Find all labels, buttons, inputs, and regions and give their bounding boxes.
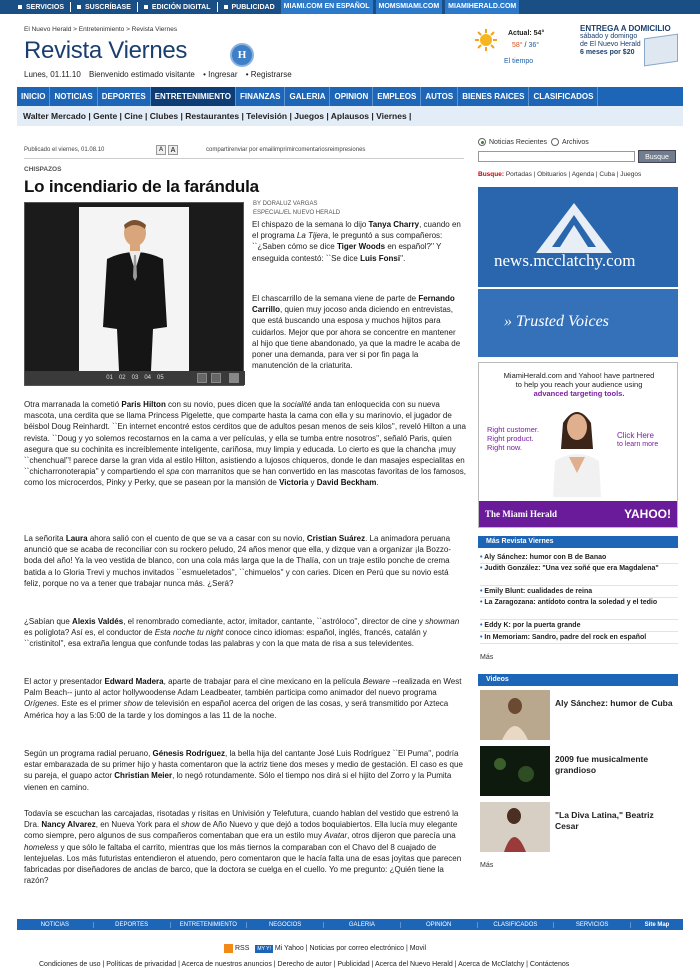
gallery-last-button[interactable] bbox=[211, 373, 221, 383]
search-shortcut-links[interactable]: Portadas | Obituarios | Agenda | Cuba | Juegos bbox=[505, 171, 642, 178]
footer-navigation bbox=[17, 919, 683, 930]
register-link[interactable]: Registrarse bbox=[250, 70, 292, 79]
news-mcclatchy-text: news.mcclatchy.com bbox=[494, 251, 636, 270]
list-item[interactable]: • In Memoriam: Sandro, padre del rock en español bbox=[480, 632, 678, 644]
topbar-suscribase-link[interactable] bbox=[77, 4, 131, 11]
home-delivery-promo[interactable] bbox=[580, 24, 680, 68]
ad-line: MiamiHerald.com and Yahoo! have partnered bbox=[503, 371, 655, 380]
yahoo-partnership-ad[interactable] bbox=[478, 362, 678, 528]
nav-noticias[interactable]: NOTICIAS bbox=[50, 87, 97, 106]
ad-line: advanced targeting tools. bbox=[533, 389, 625, 398]
mcclatchy-logo-icon bbox=[536, 203, 612, 253]
nav-finanzas[interactable]: FINANZAS bbox=[236, 87, 285, 106]
radio-archive-label: Archivos bbox=[561, 138, 589, 146]
article-paragraph: Según un programa radial peruano, Génesis Rodríguez, la bella hija del cantante José Luis Rodríguez ``El Puma'', podría estar embarazada de su primer hijo y hasta comentaron que la actriz tiene dos meses y medio de gestación. El caso es que su pareja, el guapo actor Christian Meier, lo negó rotundamente. Sólo el tiempo nos dirá si el hijito del Zorro y la Pumita vienen en camino. bbox=[24, 749, 463, 792]
weather-current-temp: Actual: 54° bbox=[508, 30, 545, 37]
ad-line: Click Here bbox=[617, 431, 654, 440]
article-paragraph: La señorita Laura ahora salió con el cuento de que se va a casar con su novio, Cristian Suárez. La animadora peruana anunció que se acaba de reconciliar con su rockero peludo, 24 años menor que ella, y dizque van a organizar ¡la Bozzo-boda del año! Ya la veo vestida de blanco, con una cola más larga que la de Thalía, con un traje estilo ponche de crema batida a lo Gloria Trevi y muchos invitados ``esmueletados'', ``chimuelos'' y con caries. Dicen en Perú que su novio está feliz, porque no va a tener que trabajar nunca más. ¿Será? bbox=[24, 534, 451, 588]
video-item[interactable] bbox=[480, 690, 678, 742]
topbar-servicios-link[interactable] bbox=[18, 4, 64, 11]
yahoo-ad-tagline bbox=[487, 425, 539, 452]
gallery-page-3[interactable]: 03 bbox=[131, 375, 139, 381]
bullet-icon bbox=[18, 5, 22, 9]
search-button[interactable]: Busque bbox=[638, 150, 676, 163]
nav-empleos[interactable]: EMPLEOS bbox=[373, 87, 421, 106]
gallery-fullscreen-icon[interactable] bbox=[229, 373, 239, 383]
footer-links[interactable]: Condiciones de uso | Políticas de privacidad | Acerca de nuestros anuncios | Derecho de autor | Publicidad | Acerca del Nuevo Herald | Acerca de McClatchy | Contáctenos bbox=[39, 961, 570, 968]
weather-high-low bbox=[512, 42, 539, 49]
my-yahoo-icon[interactable]: MY Y! bbox=[257, 945, 271, 952]
nav-clasificados[interactable]: CLASIFICADOS bbox=[529, 87, 598, 106]
print-link[interactable]: imprimir bbox=[273, 147, 296, 153]
promo-line: 6 meses por $20 bbox=[580, 49, 635, 56]
nav-inicio[interactable]: INICIO bbox=[17, 87, 50, 106]
video-item[interactable] bbox=[480, 802, 678, 854]
nav-autos[interactable]: AUTOS bbox=[421, 87, 458, 106]
ad-line: Right product. bbox=[487, 434, 534, 443]
weather-separator: / bbox=[522, 42, 529, 49]
nav-galeria[interactable]: GALERIA bbox=[285, 87, 330, 106]
main-navigation bbox=[17, 87, 683, 106]
more-link[interactable]: Más bbox=[480, 654, 494, 661]
current-date: Lunes, 01.11.10 bbox=[24, 70, 81, 79]
ad-line: Right now. bbox=[487, 443, 523, 452]
video-title: "La Diva Latina," Beatriz Cesar bbox=[555, 810, 654, 831]
ad-line: to help you reach your audience using bbox=[515, 380, 643, 389]
mcclatchy-news-ad[interactable] bbox=[478, 187, 678, 287]
topbar-miamiherald-link[interactable]: MIAMIHERALD.COM bbox=[445, 0, 519, 14]
topbar-miami-espanol-link[interactable]: MIAMI.COM EN ESPAÑOL bbox=[281, 0, 373, 14]
dateline: Lunes, 01.11.10 Bienvenido estimado visitante • Ingresar • Registrarse bbox=[24, 70, 292, 79]
sub-navigation[interactable] bbox=[17, 106, 683, 126]
article-headline: Lo incendiario de la farándula bbox=[24, 177, 259, 196]
herald-logo-icon: H bbox=[230, 43, 254, 67]
footer-nav-entretenimiento[interactable]: ENTRETENIMIENTO bbox=[171, 922, 248, 928]
search-input[interactable] bbox=[478, 151, 635, 162]
gallery-page-1[interactable]: 01 bbox=[106, 375, 113, 381]
list-item[interactable]: • Judith González: "Una vez soñé que era Magdalena" bbox=[480, 564, 678, 586]
topbar-label: SUSCRÍBASE bbox=[85, 3, 131, 11]
ad-line: to learn more bbox=[617, 441, 659, 448]
author: BY DORALUZ VARGAS bbox=[253, 201, 318, 207]
divider bbox=[217, 2, 218, 12]
sun-icon bbox=[474, 28, 498, 52]
article-paragraph: El actor y presentador Edward Madera, aparte de trabajar para el cine mexicano en la película Beware --realizada en West Palm Beach-- junto al actor hollywoodense Adam Leadbeater, también participa como animador del nuevo programa Orígenes. Este es el primer show de televisión en español acerca del origen de las cosas, y será transmitido por Azteca América hoy a las 5:00 de la tarde y los domingos a las 11 de la noche. bbox=[24, 677, 462, 720]
font-smaller-button[interactable]: A bbox=[156, 145, 166, 155]
gallery-page-2[interactable]: 02 bbox=[118, 375, 126, 381]
welcome-text: Bienvenido estimado visitante bbox=[89, 70, 195, 79]
miami-herald-logo: The Miami Herald bbox=[485, 509, 557, 519]
top-utility-bar bbox=[0, 0, 700, 14]
footer-nav-opinion[interactable]: OPINION bbox=[401, 922, 478, 928]
bullet-icon bbox=[224, 5, 228, 9]
rss-icon[interactable] bbox=[224, 944, 233, 953]
gallery-next-button[interactable] bbox=[197, 373, 207, 383]
comments-link[interactable]: comentarios bbox=[295, 147, 328, 153]
nav-opinion[interactable]: OPINION bbox=[330, 87, 373, 106]
video-thumbnail bbox=[480, 802, 550, 852]
footer-nav-sitemap[interactable]: Site Map bbox=[644, 921, 670, 928]
section-label: CHISPAZOS bbox=[24, 166, 62, 173]
weather-low: 36° bbox=[528, 42, 540, 49]
yahoo-logo: YAHOO! bbox=[624, 507, 671, 521]
weather-link[interactable]: El tiempo bbox=[504, 58, 534, 65]
nav-entretenimiento[interactable]: ENTRETENIMIENTO bbox=[151, 87, 236, 106]
topbar-label: PUBLICIDAD bbox=[231, 3, 275, 11]
topbar-label: EDICIÓN DIGITAL bbox=[151, 3, 211, 11]
list-item[interactable]: • Emily Blunt: cualidades de reina bbox=[480, 586, 678, 598]
rss-link[interactable]: RSS bbox=[235, 945, 250, 952]
search-shortcuts bbox=[478, 171, 641, 178]
list-item[interactable]: • Eddy K: por la puerta grande bbox=[480, 620, 678, 632]
businesswoman-photo bbox=[545, 401, 609, 497]
promo-title: ENTREGA A DOMICILIO bbox=[580, 24, 671, 33]
video-item[interactable] bbox=[480, 746, 678, 798]
article-paragraph: El chispazo de la semana lo dijo Tanya Charry, cuando en el programa La Tijera, le preguntó a sus compañeros: ``¿Saben cómo se dice Tiger Woods en español?'' Y enseguida contestó: ``Se dice Luis Fonsi''. bbox=[252, 220, 461, 263]
yahoo-ad-logo-strip bbox=[479, 501, 677, 527]
footer-services bbox=[224, 944, 426, 953]
article-paragraph: ¿Sabían que Alexis Valdés, el renombrado comediante, actor, imitador, cantante, ``astróloco'', director de cine y showman es políglota? Así es, el conductor de Esta noche tu night conoce cinco idiomas: español, inglés, francés, catalán y ``cristinitol'', esa extraña lengua que confunde todas las palabras y con la que mata de risa a sus televidentes. bbox=[24, 617, 460, 649]
video-title: 2009 fue musicalmente grandioso bbox=[555, 754, 649, 775]
topbar-edicion-link[interactable] bbox=[144, 4, 211, 11]
footer-nav-deportes[interactable]: DEPORTES bbox=[94, 922, 171, 928]
footer-nav-noticias[interactable]: NOTICIAS bbox=[17, 922, 94, 928]
ad-line: Right customer. bbox=[487, 425, 540, 434]
more-revista-list bbox=[480, 552, 678, 644]
weather-high: 58° bbox=[512, 42, 523, 49]
topbar-publicidad-link[interactable] bbox=[224, 4, 275, 11]
nav-deportes[interactable]: DEPORTES bbox=[98, 87, 151, 106]
reprints-link[interactable]: reimpresiones bbox=[327, 147, 366, 153]
video-title: Aly Sánchez: humor de Cuba bbox=[555, 698, 673, 708]
byline bbox=[253, 200, 340, 218]
font-larger-button[interactable]: A bbox=[168, 145, 178, 155]
gallery-page-4[interactable]: 04 bbox=[144, 375, 152, 381]
page-brand-title: Revista Viernes bbox=[24, 37, 188, 64]
promo-line: sábado y domingo bbox=[580, 33, 638, 40]
footer-nav-negocios[interactable]: NEGOCIOS bbox=[247, 922, 324, 928]
photo-gallery[interactable] bbox=[24, 202, 244, 386]
search-shortcuts-label: Busque: bbox=[478, 171, 504, 178]
published-date: Publicado el viernes, 01.08.10 bbox=[24, 147, 105, 153]
article-paragraph: Otra marranada la cometió Paris Hilton con su novio, pues dicen que la socialité anda tan enloquecida con su nueva mascota, una cerdita que se llama Princess Pigelette, que comparte hasta la cama con ella y su marinovio, el jugador de béisbol Doug Reinhardt. ``En internet encontré estos cerditos que de adultos pesan menos de seis kilos'', reveló Hilton a una revista. ``Doug y yo solemos recostarnos en la cama a ver películas, y ella se tumba entre nosotros'', señaló Paris, quien asegura que su cochinita es increíblemente inteligente, cariñosa, muy limpia y educada. Lo cierto es que la chancha ¡muy ``chenchual''! parece darse la gran vida al estilo Hilton, asistiendo a lujosos chiqueros, donde le dan masajes especialitas en ``chicharronoterapia'' y compartiendo el spa con marranitos que se han convertido en las mascotas favoritas de los famosos, como los microcerdos, Pinky y Perky, que se pasean por la mansión de Victoria y David Beckham. bbox=[24, 400, 466, 488]
videos-more-link[interactable]: Más bbox=[480, 862, 494, 869]
footer-nav-galeria[interactable]: GALERIA bbox=[324, 922, 401, 928]
more-revista-header: Más Revista Viernes bbox=[478, 536, 678, 548]
man-in-suit-photo bbox=[79, 207, 189, 371]
video-thumbnail bbox=[480, 690, 550, 740]
article-paragraph: Todavía se escuchan las carcajadas, risotadas y risitas en Univisión y Telefutura, cuando hablan del vestido que estrenó la Dra. Nancy Alvarez, en Nueva York para el show de Año Nuevo y que dejó a todos boquiabiertos. Ella lucía muy elegante como siempre, pero algunos de sus compañeros comentaban que era un estilo muy Avatar, otros dijeron que parecía una homeless y que sólo le faltaba el carrito, mientras que los más tiernos la comparaban con el Chavo del 8 cuajado de lentejuelas. Los más futuristas entendieron el atuendo, pero comentaron que le hacía falta una de esas joyitas que parecen fabricadas por diseñadores de anclas de barco, que la doctora se cuelga en el cuello. Yo me pregunto: ¿Quién tiene la razón? bbox=[24, 809, 462, 886]
divider bbox=[70, 2, 71, 12]
nav-bienes-raices[interactable]: BIENES RAICES bbox=[458, 87, 529, 106]
bullet-icon bbox=[144, 5, 148, 9]
newspaper-icon bbox=[644, 34, 678, 67]
article-paragraph: El chascarrillo de la semana viene de parte de Fernando Carrillo, quien muy jocoso anda diciendo en entrevistas, que está buscando una esposa y muchos hijitos para cuidarlos. Mejor que por ahora se concentre en mantener al hijo que tiene abandonado, ya que la madre le acaba de poner una demanda, para ver si por fin paga la manutención de la criaturita. bbox=[252, 294, 461, 371]
videos-header: Videos bbox=[478, 674, 678, 686]
radio-recent-news[interactable] bbox=[478, 138, 486, 146]
breadcrumb[interactable]: El Nuevo Herald > Entretenimiento > Revista Viernes bbox=[24, 26, 178, 33]
topbar-label: SERVICIOS bbox=[26, 3, 64, 11]
trusted-voices-ad[interactable] bbox=[478, 289, 678, 357]
radio-recent-label: Noticias Recientes bbox=[489, 138, 547, 146]
font-size-controls bbox=[156, 145, 180, 155]
radio-archive[interactable] bbox=[551, 138, 559, 146]
trusted-voices-text: » Trusted Voices bbox=[504, 313, 609, 330]
footer-service-links[interactable]: Mi Yahoo | Noticias por correo electrónico | Movil bbox=[274, 945, 427, 952]
yahoo-ad-headline bbox=[487, 371, 671, 398]
weather-widget bbox=[474, 26, 574, 70]
topbar-momsmiami-link[interactable]: MOMSMIAMI.COM bbox=[376, 0, 443, 14]
video-thumbnail bbox=[480, 746, 550, 796]
search-scope bbox=[478, 138, 589, 146]
gallery-page-5[interactable]: 05 bbox=[157, 375, 164, 381]
list-item[interactable]: • Aly Sánchez: humor con B de Banao bbox=[480, 552, 678, 564]
sub-nav-links[interactable]: Walter Mercado | Gente | Cine | Clubes | Restaurantes | Televisión | Juegos | Aplausos | Viernes | bbox=[23, 111, 412, 121]
share-link[interactable]: compartir bbox=[206, 147, 232, 153]
divider bbox=[137, 2, 138, 12]
bullet-icon bbox=[77, 5, 81, 9]
yahoo-ad-cta[interactable] bbox=[617, 431, 658, 449]
footer-nav-clasificados[interactable]: CLASIFICADOS bbox=[478, 922, 555, 928]
author-affiliation: ESPECIAL/EL NUEVO HERALD bbox=[253, 210, 341, 216]
list-item[interactable]: • La Zaragozana: antídoto contra la soledad y el tedio bbox=[480, 598, 678, 620]
article-toolbar bbox=[24, 145, 464, 159]
login-link[interactable]: Ingresar bbox=[208, 70, 238, 79]
promo-line: de El Nuevo Herald bbox=[580, 41, 641, 48]
footer-nav-servicios[interactable]: SERVICIOS bbox=[554, 922, 631, 928]
email-link[interactable]: enviar por email bbox=[231, 147, 274, 153]
article-actions bbox=[206, 147, 365, 153]
